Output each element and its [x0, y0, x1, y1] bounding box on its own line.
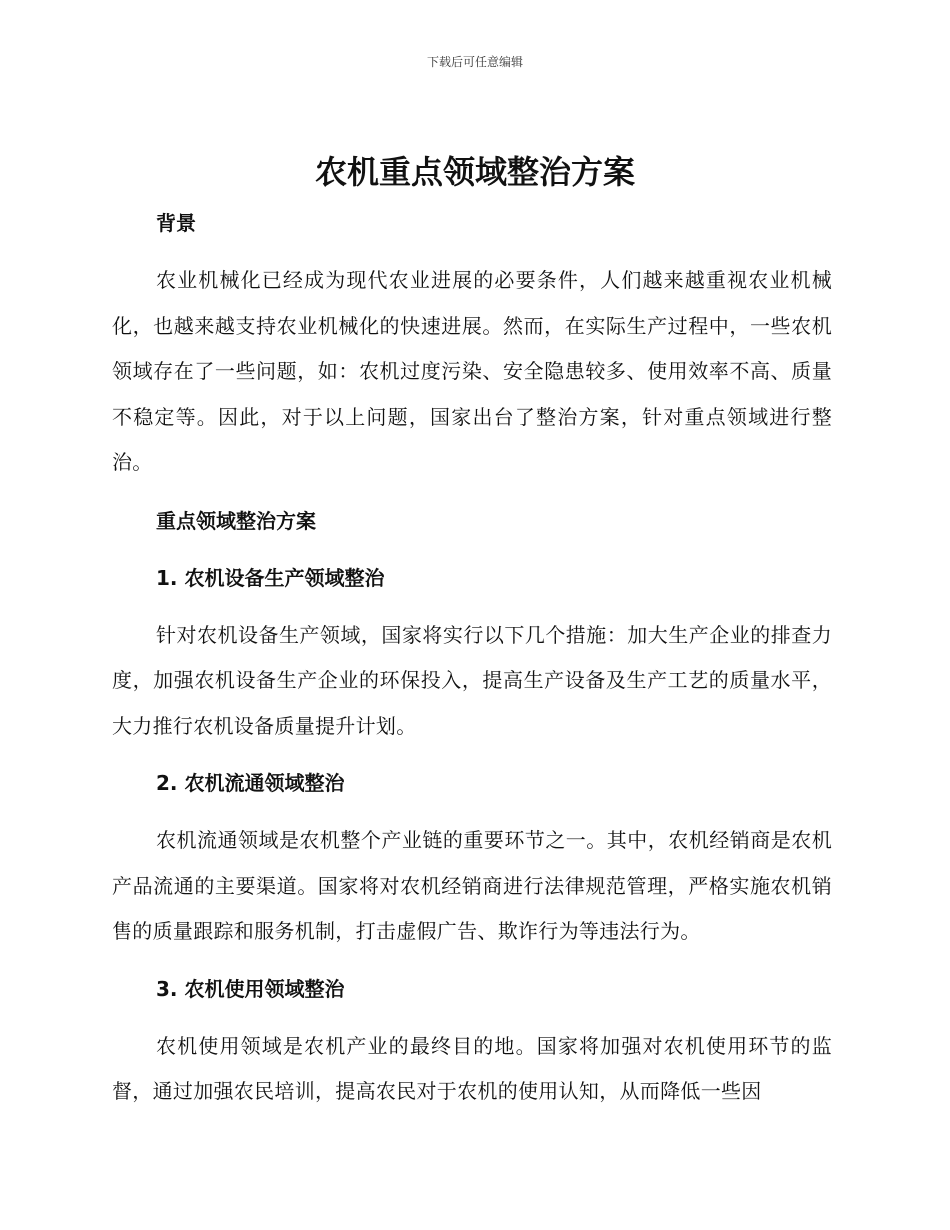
paragraph-circulation: 农机流通领域是农机整个产业链的重要环节之一。其中，农机经销商是农机产品流通的主要渠道。国家将对农机经销商进行法律规范管理，严格实施农机销售的质量跟踪和服务机制，打击虚假广告、欺诈行为等违法行为。	[112, 828, 832, 943]
subsection-heading-production: 1. 农机设备生产领域整治	[156, 565, 385, 590]
paragraph-production: 针对农机设备生产领域，国家将实行以下几个措施：加大生产企业的排查力度，加强农机设备生产企业的环保投入，提高生产设备及生产工艺的质量水平，大力推行农机设备质量提升计划。	[112, 622, 832, 738]
page-header-note: 下载后可任意编辑	[426, 55, 523, 69]
document-body	[112, 200, 832, 1115]
paragraph-usage: 农机使用领域是农机产业的最终目的地。国家将加强对农机使用环节的监督，通过加强农民培训，提高农民对于农机的使用认知，从而降低一些因	[112, 1033, 832, 1103]
section-heading-background: 背景	[156, 211, 196, 235]
subsection-heading-circulation: 2. 农机流通领域整治	[156, 771, 345, 795]
document-title: 农机重点领域整治方案	[314, 153, 635, 191]
subsection-heading-usage: 3. 农机使用领域整治	[156, 976, 345, 1001]
paragraph-background: 农业机械化已经成为现代农业进展的必要条件，人们越来越重视农业机械化，也越来越支持农业机械化的快速进展。然而，在实际生产过程中，一些农机领域存在了一些问题，如：农机过度污染、安全隐患较多、使用效率不高、质量不稳定等。因此，对于以上问题，国家出台了整治方案，针对重点领域进行整治。	[112, 268, 832, 474]
section-heading-plan: 重点领域整治方案	[156, 508, 316, 533]
